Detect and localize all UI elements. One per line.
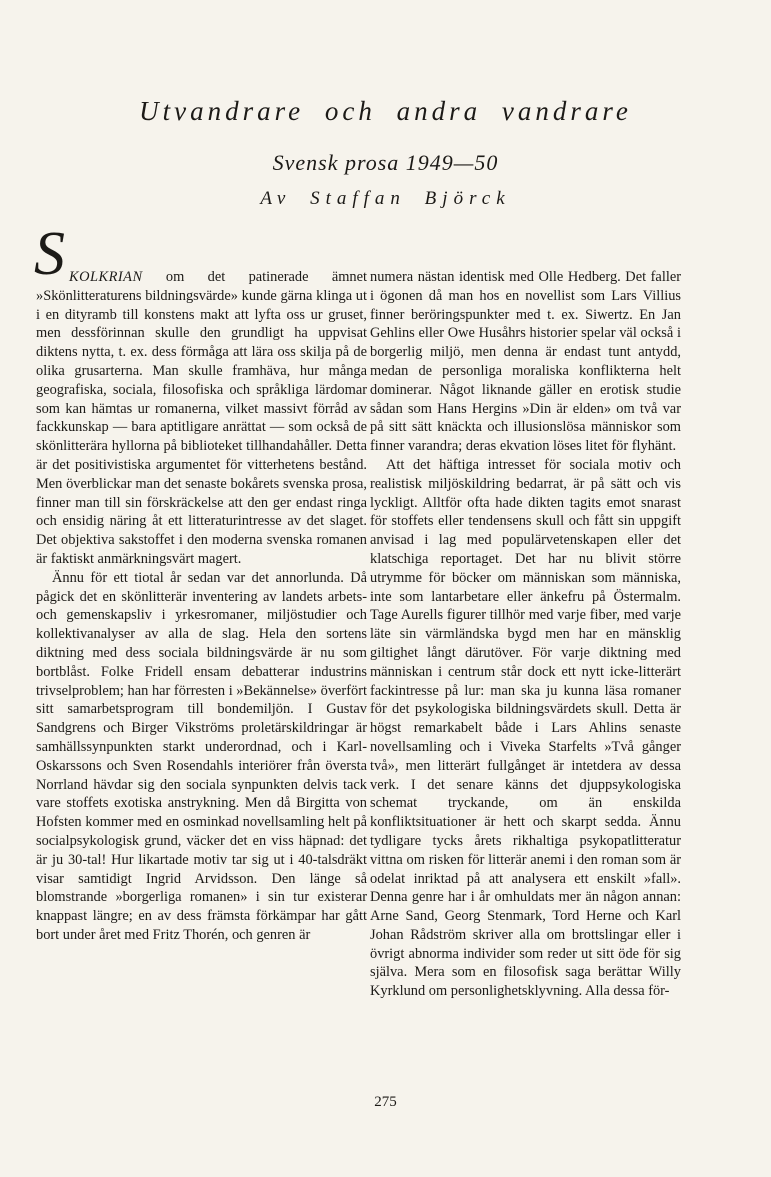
paragraph: Ännu för ett tiotal år sedan var det annorlunda. Då pågick det en skönlitterär inventering av landets arbets- och gemenskapsliv i yrkesromaner, miljöstudier och kollektivanalyser av alla de slag. Hela den sortens diktning med dess sociala bildningsvärde är nu som bortblåst. Folke Fridell ensam debatterar industrins trivselproblem; han har förresten i »Bekännelse» överfört sitt samarbetsprogram till bondemiljön. I Gustav Sandgrens och Birger Vikströms proletärskildringar är samhällssynpunkten starkt underordnad, och i Karl-Oskarssons och Sven Rosendahls interiörer från översta Norrland hävdar sig den sociala synpunkten delvis tack vare stoffets exotiska anstrykning. Men då Birgitta von Hofsten kommer med en osminkad novellsamling helt på socialpsykologisk grund, väcker det en viss häpnad: det är ju 30-tal! Hur likartade motiv tar sig ut i 40-talsdräkt visar samtidigt Ingrid Arvidsson. Den länge så blomstrande »borgerliga romanen» i sin tur existerar knappast längre; en av dess främsta förkämpar har gått bort under året med Fritz Thorén, och genren är <box>36 569 367 943</box>
drop-cap: S <box>34 220 65 288</box>
text-column-left <box>34 220 367 945</box>
lead-word: KOLKRIAN <box>69 269 143 285</box>
paragraph: numera nästan identisk med Olle Hedberg. Det faller i ögonen då man hos en novellist som Lars Villius finner beröringspunkter med t. ex. Siwertz. En Jan Gehlins eller Owe Husåhrs historier spelar väl också i borgerlig miljö, men denna är endast tunt antydd, medan de personliga moraliska konflikterna helt dominerar. Något liknande gäller en erotisk studie sådan som Hans Hergins »Din är elden» om två var på sitt sätt knäckta och illusionslösa människor som finner varandra; deras ekvation löses litet för flyhänt. <box>370 269 681 455</box>
paragraph-text: om det patinerade ämnet »Skönlitteraturens bildningsvärde» kunde gärna klinga ut i en dityramb till konstens makt att lyfta oss ur gruset, men dessförinnan skulle den grundligt ha uppvisat diktens nytta, t. ex. dess förmåga att lära oss skilja på de olika grusarterna. Man skulle framhäva, hur många geografiska, sociala, filosofiska och språkliga lärdomar som kan hämtas ur romanerna, vilket massivt förråd av fackkunskap — bara aptitligare anrättat — som också de skönlitterära hyllorna på biblioteket tillhandahåller. Detta är det positivistiska argumentet för vitterhetens bestånd. Men överblickar man det senaste bokårets svenska prosa, finner man till sin förskräckelse att den ger endast ringa och ensidig näring åt ett litteraturintresse av det slaget. Det objektiva sakstoffet i den moderna svenska romanen är faktiskt anmärkningsvärt magert. <box>36 269 367 567</box>
page-number: 275 <box>374 1094 397 1110</box>
text-column-right <box>370 268 681 1001</box>
article-byline: Av Staffan Björck <box>260 188 511 209</box>
paragraph <box>34 220 367 569</box>
article-subtitle: Svensk prosa 1949—50 <box>272 150 499 175</box>
article-title: Utvandrare och andra vandrare <box>139 96 632 126</box>
paragraph: Att det häftiga intresset för sociala motiv och realistisk miljöskildring bedarrat, är på sätt och vis lyckligt. Alltför ofta hade dikten tagits emot snarast för stoffets eller tendensens skull och fått sin uppgift anvisad i lag med populärvetenskapen eller det klatschiga reportaget. Det har nu blivit större utrymme för böcker om människan som människa, inte som lantarbetare eller änkefru på Östermalm. Tage Aurells figurer tillhör med varje fiber, med varje läte sin värmländska bygd men har en mänsklig giltighet långt därutöver. För varje diktning med människan i centrum står dock ett nytt icke-litterärt fackintresse på lur: man ska ju kunna läsa romaner för det psykologiska bildningsvärdets skull. Detta är högst remarkabelt både i Lars Ahlins senaste novellsamling och i Viveka Starfelts »Två gånger två», men litterärt fullgånget är intetdera av dessa verk. I det senare känns det djuppsykologiska schemat tryckande, om än enskilda konfliktsituationer är hett och skarpt sedda. Ännu tydligare tycks årets rikhaltiga psykopatlitteratur vittna om risken för litterär anemi i den roman som är odelat inriktad på att analysera ett enskilt »fall». Denna genre har i år omhuldats mer än någon annan: Arne Sand, Georg Stenmark, Tord Herne och Karl Johan Rådström skriver alla om brottslingar eller i övrigt abnorma individer som reder ut sitt öde för sig själva. Mera som en filosofisk saga berättar Willy Kyrklund om personlighetsklyvning. Alla dessa för- <box>370 456 681 1000</box>
